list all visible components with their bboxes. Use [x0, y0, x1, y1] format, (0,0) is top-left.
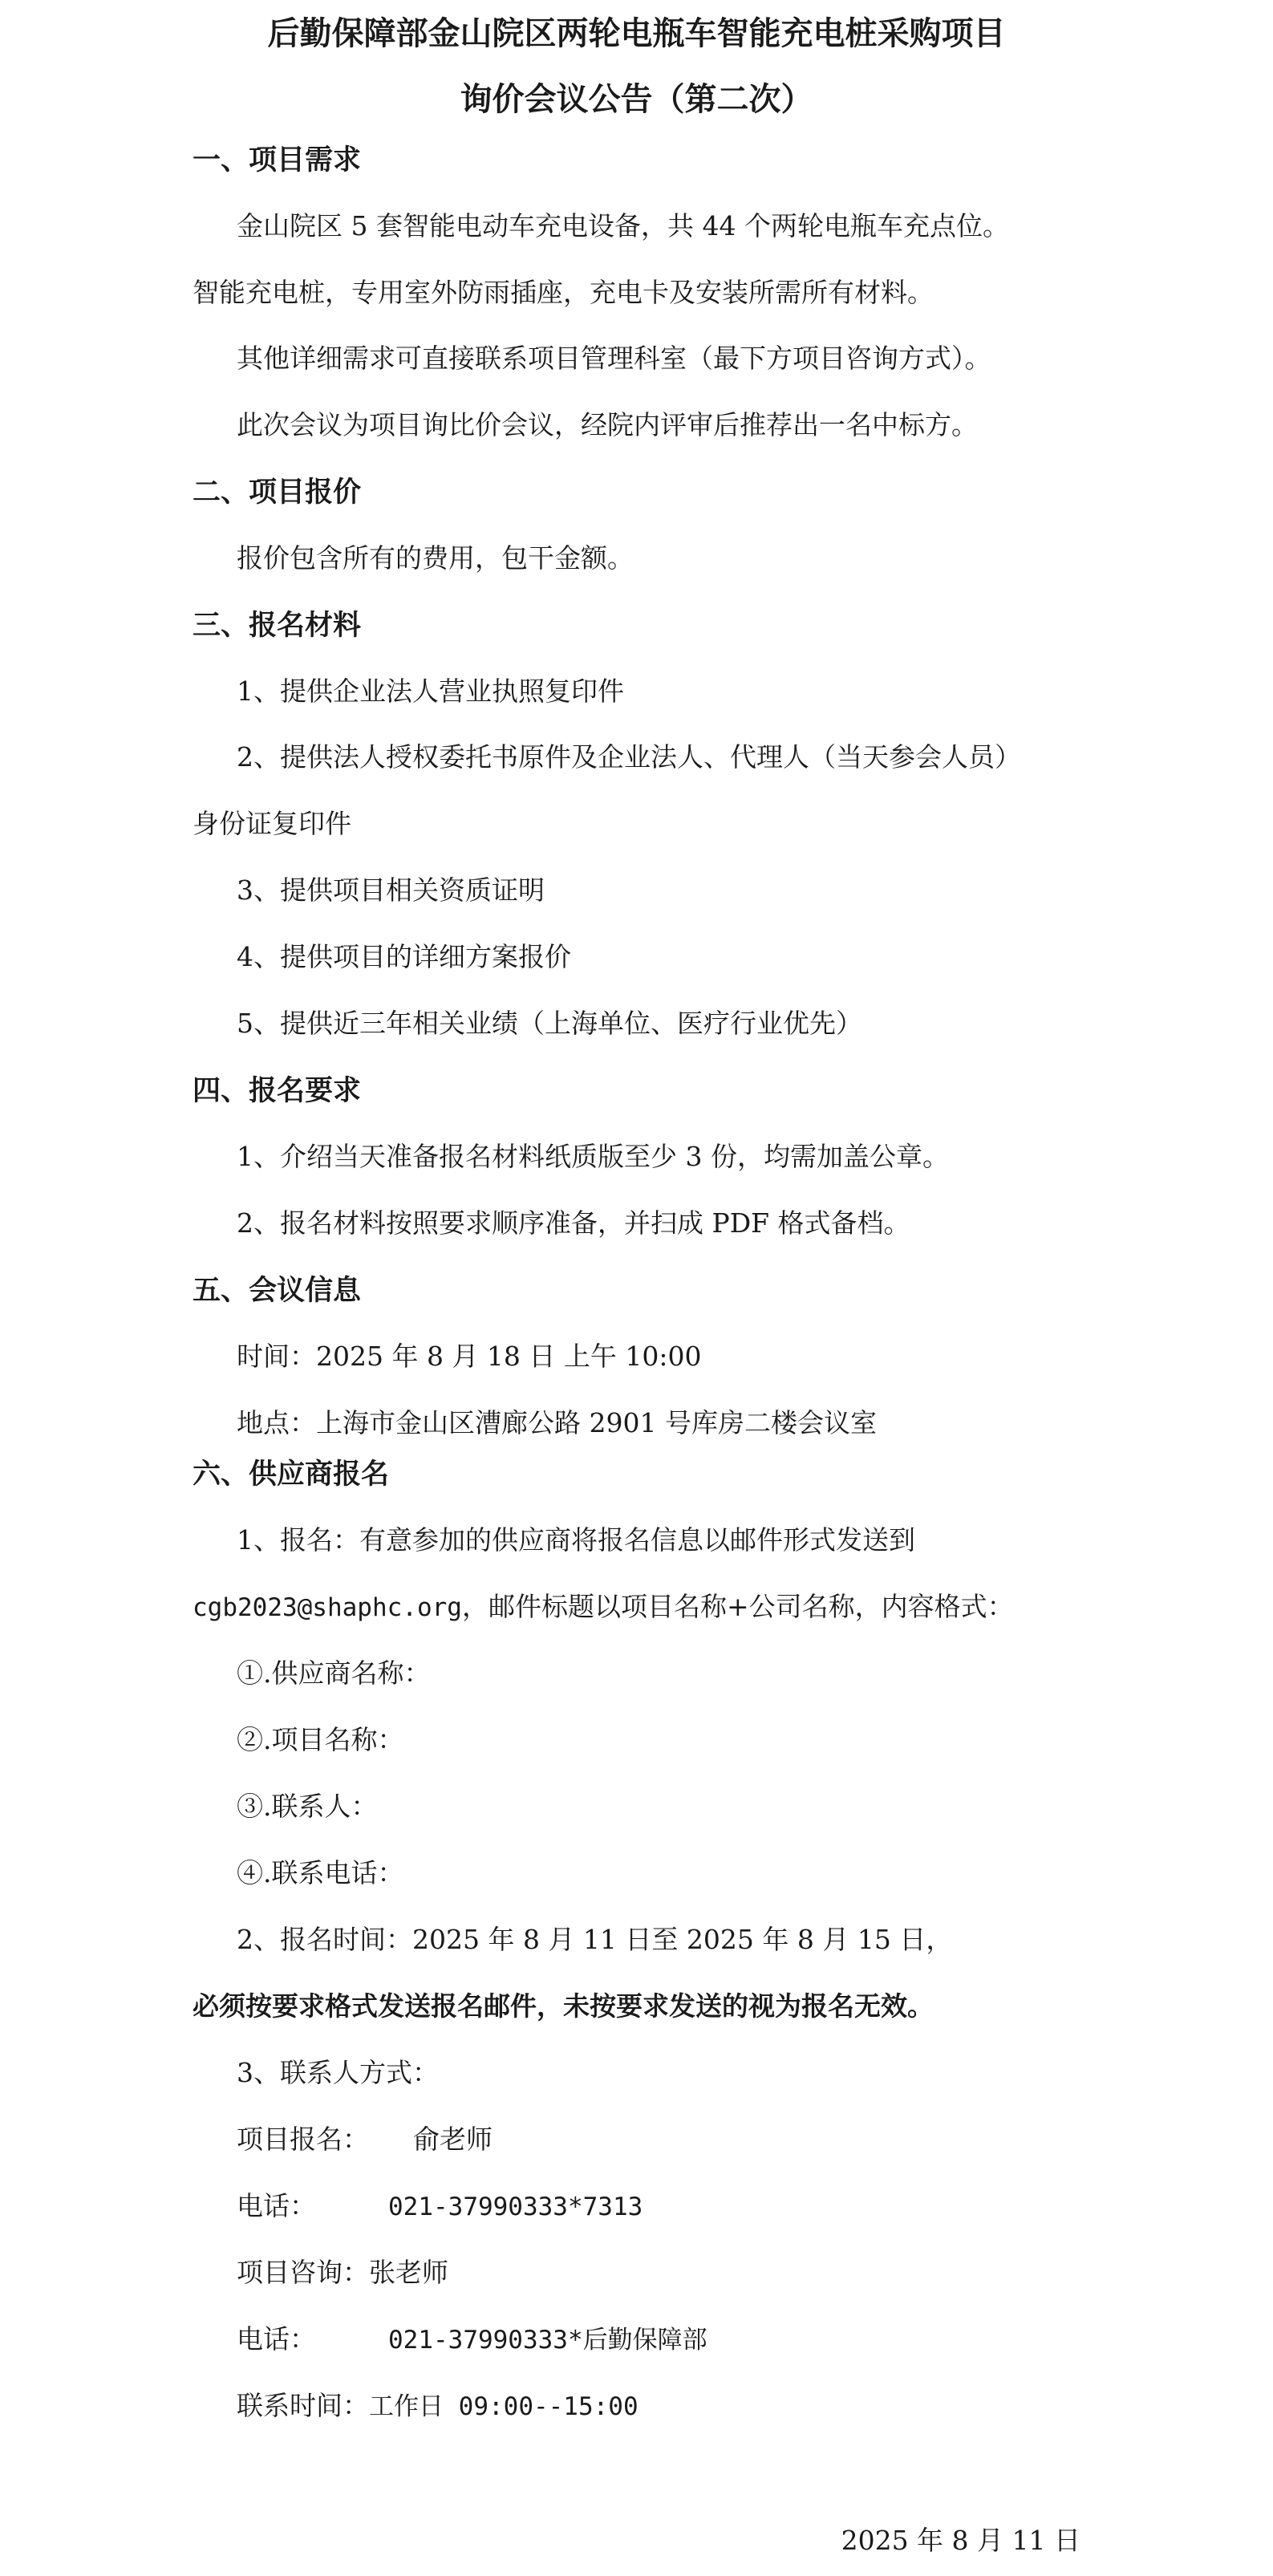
materials-item-2-continued: 身份证复印件	[193, 808, 351, 839]
supplier-registration-item-1: 1、报名：有意参加的供应商将报名信息以邮件形式发送到	[237, 1524, 915, 1556]
contact-hours-label: 联系时间：	[237, 2390, 369, 2421]
quotation-paragraph: 报价包含所有的费用，包干金额。	[237, 542, 634, 574]
section-heading-registration-requirements: 四、报名要求	[193, 1074, 362, 1107]
section-heading-supplier-registration: 六、供应商报名	[193, 1458, 390, 1491]
registration-requirement-1: 1、介绍当天准备报名材料纸质版至少 3 份，均需加盖公章。	[237, 1141, 949, 1172]
section-heading-materials: 三、报名材料	[193, 609, 362, 642]
email-instructions: ，邮件标题以项目名称+公司名称，内容格式：	[461, 1591, 1014, 1622]
announcement-date: 2025 年 8 月 11 日	[841, 2525, 1080, 2556]
document-title-line1: 后勤保障部金山院区两轮电瓶车智能充电桩采购项目	[267, 14, 1006, 52]
registration-warning: 必须按要求格式发送报名邮件，未按要求发送的视为报名无效。	[193, 1990, 934, 2022]
requirements-paragraph-2: 其他详细需求可直接联系项目管理科室（最下方项目咨询方式）。	[237, 343, 991, 374]
materials-item-1: 1、提供企业法人营业执照复印件	[237, 675, 624, 707]
contact-consultation-name: 张老师	[369, 2257, 448, 2288]
section-heading-meeting-info: 五、会议信息	[193, 1274, 362, 1307]
contact-registration-phone-label: 电话：	[237, 2190, 316, 2221]
requirements-paragraph-1-continued: 智能充电桩，专用室外防雨插座，充电卡及安装所需所有材料。	[193, 277, 934, 308]
supplier-registration-email-line	[193, 1593, 1014, 1621]
contact-methods-label: 3、联系人方式：	[237, 2057, 439, 2088]
requirements-paragraph-3: 此次会议为项目询比价会议，经院内评审后推荐出一名中标方。	[237, 409, 978, 440]
document-title-line2: 询价会议公告（第二次）	[460, 80, 813, 118]
section-heading-requirements: 一、项目需求	[193, 144, 362, 176]
contact-registration-phone-line	[237, 2190, 643, 2221]
contact-hours-line	[237, 2392, 639, 2420]
format-field-contact-phone: ④.联系电话：	[237, 1857, 404, 1888]
materials-item-2: 2、提供法人授权委托书原件及企业法人、代理人（当天参会人员）	[237, 741, 1021, 773]
meeting-time: 时间：2025 年 8 月 18 日 上午 10:00	[237, 1341, 702, 1372]
registration-time: 2、报名时间：2025 年 8 月 11 日至 2025 年 8 月 15 日，	[237, 1924, 953, 1955]
section-heading-quotation: 二、项目报价	[193, 476, 362, 509]
contact-registration-name: 俞老师	[413, 2124, 493, 2155]
contact-hours: 工作日 09:00--15:00	[369, 2392, 639, 2421]
contact-consultation-phone-line	[237, 2323, 707, 2355]
contact-consultation-label: 项目咨询：	[237, 2257, 369, 2288]
format-field-contact-person: ③.联系人：	[237, 1791, 378, 1822]
contact-registration-line	[237, 2124, 493, 2155]
requirements-paragraph-1: 金山院区 5 套智能电动车充电设备，共 44 个两轮电瓶车充点位。	[237, 210, 1009, 241]
registration-requirement-2: 2、报名材料按照要求顺序准备，并扫成 PDF 格式备档。	[237, 1207, 910, 1239]
contact-consultation-phone-label: 电话：	[237, 2323, 316, 2355]
materials-item-4: 4、提供项目的详细方案报价	[237, 941, 571, 972]
registration-email-address[interactable]: cgb2023@shaphc.org	[193, 1593, 462, 1622]
meeting-place: 地点：上海市金山区漕廊公路 2901 号库房二楼会议室	[237, 1407, 877, 1438]
contact-consultation-line	[237, 2259, 448, 2286]
materials-item-3: 3、提供项目相关资质证明	[237, 874, 545, 906]
format-field-project-name: ②.项目名称：	[237, 1724, 404, 1755]
contact-registration-phone: 021-37990333*7313	[388, 2193, 643, 2221]
contact-consultation-phone: 021-37990333*后勤保障部	[388, 2326, 707, 2355]
format-field-supplier-name: ①.供应商名称：	[237, 1657, 431, 1689]
materials-item-5: 5、提供近三年相关业绩（上海单位、医疗行业优先）	[237, 1008, 862, 1039]
contact-registration-label: 项目报名：	[237, 2124, 369, 2155]
